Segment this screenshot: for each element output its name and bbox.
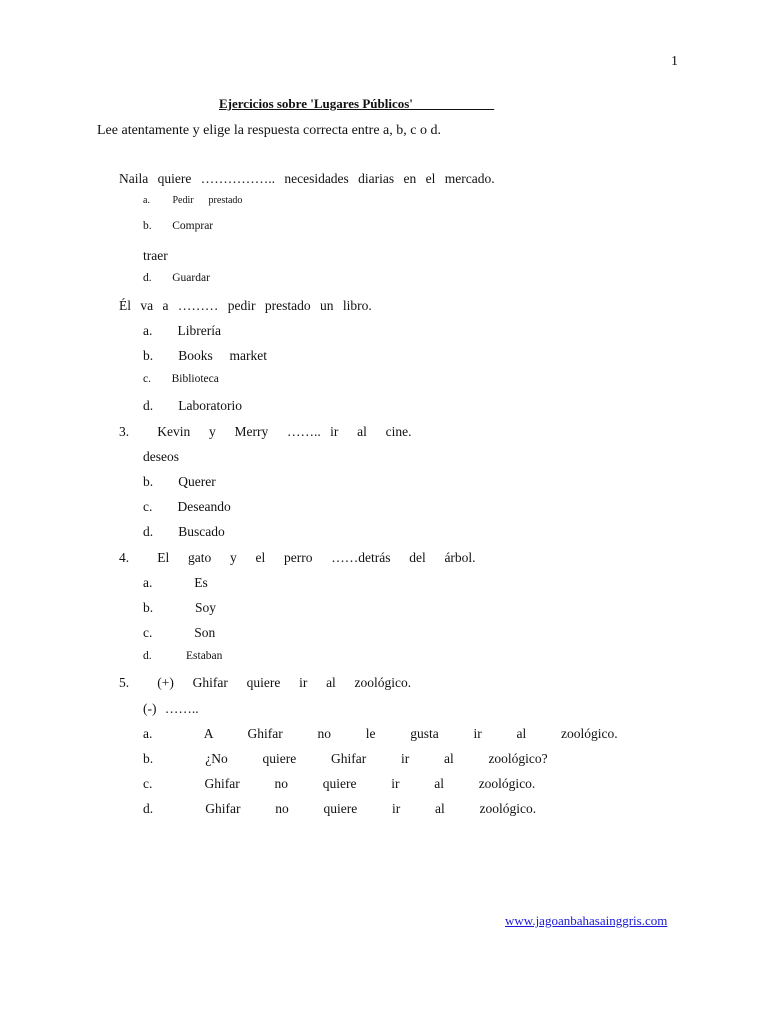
question-2: Él va a ……… pedir prestado un libro.: [119, 298, 372, 313]
page-title: Ejercicios sobre 'Lugares Públicos': [219, 96, 495, 111]
q4-option-d: d. Estaban: [143, 650, 223, 662]
q2-option-c: c. Biblioteca: [143, 373, 219, 385]
q3-option-d: d. Buscado: [143, 524, 225, 539]
q1-option-b: b. Comprar: [143, 220, 214, 232]
q5-negative-prompt: (-) ……..: [143, 701, 199, 716]
question-3: 3. Kevin y Merry …….. ir al cine.: [119, 424, 412, 439]
q2-option-a: a. Librería: [143, 323, 221, 338]
q5-option-c: c. Ghifar no quiere ir al zoológico.: [143, 776, 536, 791]
q2-option-b: b. Books market: [143, 348, 267, 363]
q1-option-c: traer: [143, 248, 168, 263]
question-4: 4. El gato y el perro ……detrás del árbol.: [119, 550, 476, 565]
q3-option-c: c. Deseando: [143, 499, 231, 514]
q5-option-b: b. ¿No quiere Ghifar ir al zoológico?: [143, 751, 548, 766]
page-number: 1: [671, 54, 678, 69]
q3-option-a: deseos: [143, 449, 179, 464]
q5-option-d: d. Ghifar no quiere ir al zoológico.: [143, 801, 537, 816]
question-1: Naila quiere …………….. necesidades diarias en el mercado.: [119, 171, 495, 186]
q4-option-a: a. Es: [143, 575, 208, 590]
question-5: 5. (+) Ghifar quiere ir al zoológico.: [119, 675, 412, 690]
q1-option-d: d. Guardar: [143, 272, 210, 284]
q4-option-c: c. Son: [143, 625, 216, 640]
q1-option-a: a. Pedir prestado: [143, 195, 243, 206]
q4-option-b: b. Soy: [143, 600, 217, 615]
q2-option-d: d. Laboratorio: [143, 398, 242, 413]
footer-website-link[interactable]: www.jagoanbahasainggris.com: [505, 913, 668, 928]
q5-option-a: a. A Ghifar no le gusta ir al zoológico.: [143, 726, 618, 741]
instructions: Lee atentamente y elige la respuesta correcta entre a, b, c o d.: [97, 123, 441, 138]
q3-option-b: b. Querer: [143, 474, 216, 489]
